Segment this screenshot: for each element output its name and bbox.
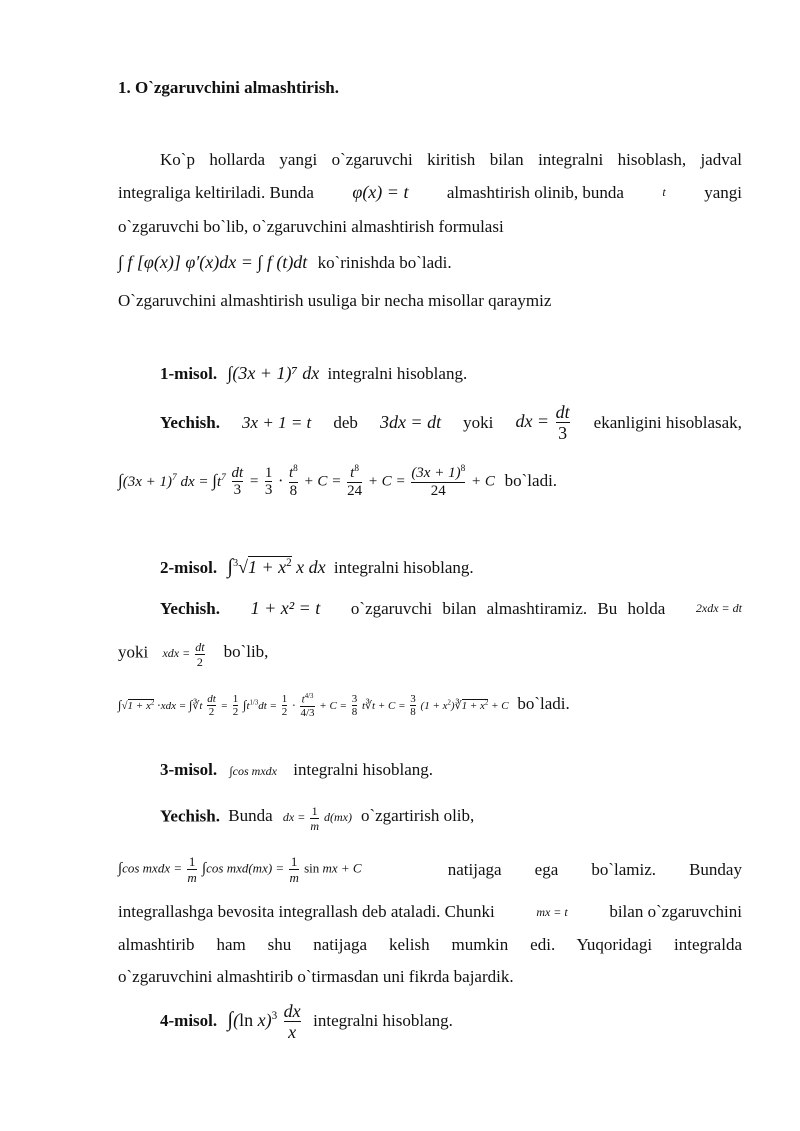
example-2-calculation: $\int√1 + x^2 \cdot xdx$ = ∫∛t $\frac{dt}{2}$ = $\frac{1}{2}$ $\int t^{1/3}dt$ = $\frac{1}{2}$ ⋅ $\frac{t^{4/3}}{4/3}$ + C = $\frac{3}{8}$ t∛t + C = $\frac{3}{8}$ $(1 + x^2)∛1 + x^2 + C$ bo`ladi. (118, 692, 570, 720)
intro-line-3: o`zgaruvchi bo`lib, o`zgaruvchini almashtirish formulasi (118, 217, 504, 236)
example-3-para-1: integrallashga bevosita integrallash deb ataladi. Chunki mx = t bilan o`zgaruvchini (118, 902, 742, 921)
example-4-integral: ∫(ln x)$^3$ $\frac{dx}{x}$ (227, 1001, 301, 1042)
intro-line-1: Ko`p hollarda yangi o`zgaruvchi kiritish bilan integralni hisoblash, jadval (160, 150, 742, 169)
substitution-formula: ∫ f [φ(x)] φ′(x)dx = ∫ f (t)dt (118, 252, 308, 272)
section-heading: 1. O`zgaruvchini almashtirish. (118, 78, 340, 97)
example-3: 3-misol. ∫cos mxdx integralni hisoblang. (160, 760, 434, 779)
example-3-para-2: almashtirib ham shu natijaga kelish mumkin edi. Yuqoridagi integralda (118, 935, 742, 954)
example-1-integral: ∫(3x + 1)⁷ dx (227, 363, 320, 383)
intro-line-4: ∫ f [φ(x)] φ′(x)dx = ∫ f (t)dt ko`rinishda bo`ladi. (118, 252, 452, 272)
example-2-integral: $\int^3√1 + x^2$ x dx (227, 556, 326, 578)
example-2-xdx: yoki xdx = $\frac{dt}{2}$ bo`lib, (118, 640, 269, 669)
example-3-integral: ∫cos mxdx (229, 764, 277, 778)
example-2-solution: Yechish. 1 + x² = t o`zgaruvchi bilan almashtiramiz. Bu holda 2xdx = dt (160, 598, 742, 618)
intro-line-5: O`zgaruvchini almashtirish usuliga bir necha misollar qaraymiz (118, 291, 552, 310)
example-1-calculation: $\int(3x + 1)^7$ dx = $\int t^7$ $\frac{dt}{3}$ = $\frac{1}{3}$ ⋅ $\frac{t^8}{8}$ + C = $\frac{t^8}{24}$ + C = $\frac{(3x + 1)^8}{24}$ + C bo`ladi. (118, 464, 558, 499)
example-1-solution: Yechish. 3x + 1 = t deb 3dx = dt yoki dx = $\frac{dt}{3}$ ekanligini hisoblasak, (160, 402, 742, 443)
example-2: 2-misol. $\int^3√1 + x^2$ x dx integralni hisoblang. (160, 556, 474, 578)
example-3-solution: Yechish. Bunda dx = $\frac{1}{m}$ d(mx) o`zgartirish olib, (160, 804, 475, 833)
example-4: 4-misol. ∫(ln x)$^3$ $\frac{dx}{x}$ integralni hisoblang. (160, 1001, 453, 1042)
example-3-result: ∫cos mxdx = $\frac{1}{m}$ ∫cos mxd(mx) = $\frac{1}{m}$ sin mx + C natijaga ega bo`lamiz. Bunday (118, 854, 742, 885)
example-1: 1-misol. ∫(3x + 1)⁷ dx integralni hisoblang. (160, 363, 468, 383)
phi-substitution: φ(x) = t (352, 182, 409, 202)
intro-line-2: integraliga keltiriladi. Bunda φ(x) = t almashtirish olinib, bunda t yangi (118, 182, 742, 202)
example-3-para-3: o`zgaruvchini almashtirib o`tirmasdan uni fikrda bajardik. (118, 967, 514, 986)
new-variable-t: t (662, 185, 666, 199)
